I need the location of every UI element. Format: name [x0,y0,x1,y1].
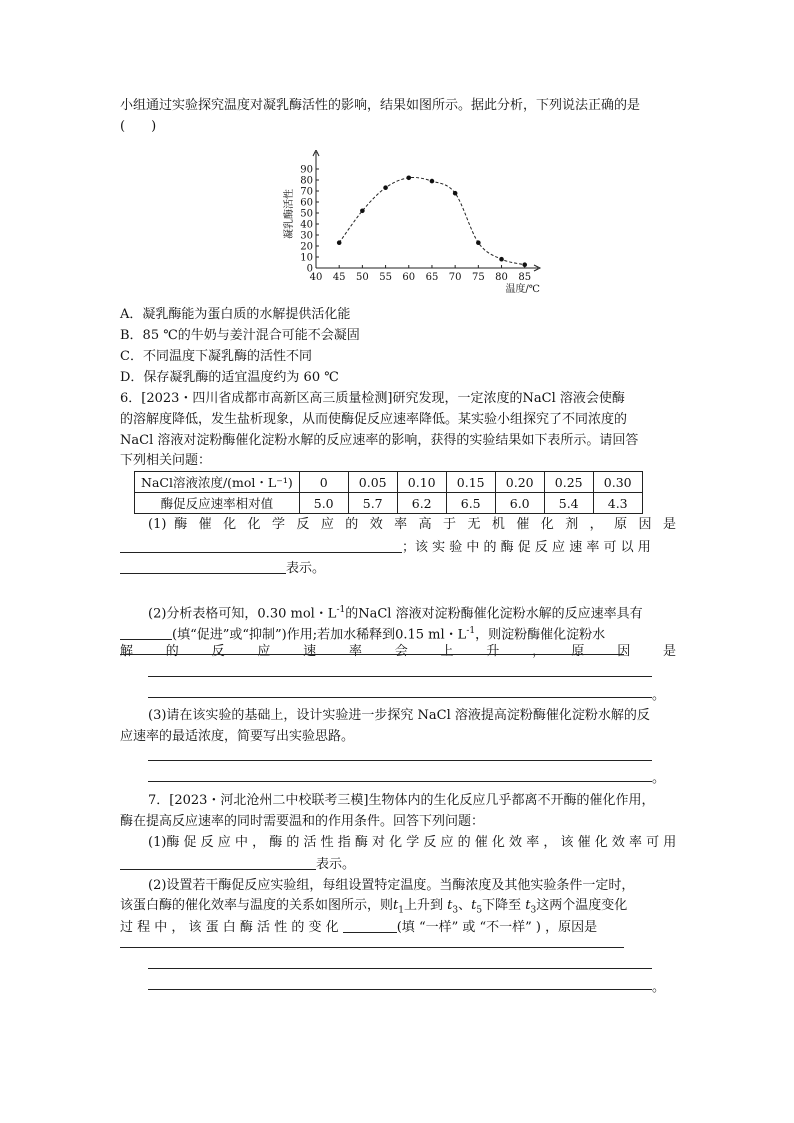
q7-2-line2 [120,897,676,920]
q6-2-line2-post: ，则淀粉酶催化淀粉水 [475,627,606,643]
table-cell: 4.3 [593,493,642,514]
x-tick-label: 40 [309,272,323,283]
answer-blank[interactable] [120,538,402,553]
subscript: 1 [398,905,404,916]
y-tick-label: 90 [300,164,313,176]
answer-line[interactable] [148,989,652,990]
q7-intro-line1: 7．[2023・河北沧州二中校联考三模]生物体内的生化反应几乎都离不开酶的催化作用， [148,793,655,808]
q7-1-line2-text: 表示。 [316,857,356,872]
q7-2-line3-a: 过 程 中 ， 该 蛋 白 酶 活 性 的 变 化 [120,920,339,935]
q6-2-line1-pre: (2)分析表格可知，0.30 mol・L [148,606,337,622]
y-tick-label: 10 [300,252,313,264]
data-point [453,191,458,196]
answer-line[interactable] [120,947,624,948]
table-cell: 6.2 [397,493,446,514]
y-axis-label: 凝乳酶活性 [284,189,295,239]
q7-1-line2 [120,855,676,874]
subscript: 3 [530,905,537,916]
answer-line[interactable] [148,760,652,761]
data-point [406,176,411,181]
q6-1-line2 [120,538,676,557]
q6-3-line2: 应速率的最适浓度，简要写出实验思路。 [120,729,355,744]
data-point [522,262,527,267]
q7-2-line2-a: 该蛋白酶的催化效率与温度的关系如图所示，则 [120,898,394,913]
table-cell: 0.30 [593,472,642,493]
table-cell: 6.5 [446,493,495,514]
data-point [360,209,365,214]
data-point [337,240,342,245]
y-tick-label: 40 [300,219,313,231]
superscript: -1 [466,626,476,636]
q7-intro-line2: 酶在提高反应速率的同时需要温和的作用条件。回答下列问题： [120,814,485,829]
x-tick-label: 70 [448,272,462,283]
q7-2-line3 [120,918,676,937]
answer-blank[interactable] [343,918,397,933]
answer-blank[interactable] [120,625,172,640]
question5-stem: 小组通过实验探究温度对凝乳酶活性的影响，结果如图所示。据此分析，下列说法正确的是 [120,98,641,113]
question5-answer-paren: ( ) [120,119,157,134]
q6-intro-line2: 的溶解度降低，发生盐析现象，从而使酶促反应速率降低。某实验小组探究了不同浓度的 [120,412,628,427]
q6-2-line3: 解 的 反 应 速 率 会 上 升 ， 原 因 是 [120,644,676,659]
comma: 、 [458,898,472,913]
table-cell: 0.15 [446,472,495,493]
table-row-concentration [135,472,643,493]
enzyme-activity-chart [276,150,546,295]
y-tick-label: 50 [300,208,313,220]
y-tick-label: 70 [300,186,313,198]
q6-1-line3 [120,559,676,578]
answer-line[interactable] [148,697,652,698]
x-tick-label: 75 [471,272,485,283]
table-cell: 5.0 [299,493,348,514]
q6-1-line3-text: 表示。 [286,561,326,576]
answer-line[interactable] [120,654,624,655]
x-tick-label: 50 [356,272,369,283]
activity-curve [339,177,525,264]
x-axis-label: 温度/℃ [505,284,540,295]
x-tick-label: 45 [332,272,346,283]
chart-root [282,150,540,295]
subscript: 5 [476,905,483,916]
x-tick-label: 85 [518,272,532,283]
x-tick-label: 65 [425,272,439,283]
answer-line[interactable] [148,676,652,677]
data-point [499,257,504,262]
t-var: t [447,898,453,913]
option-c: C．不同温度下凝乳酶的活性不同 [120,349,312,364]
answer-blank[interactable] [120,855,316,870]
data-point [430,179,435,184]
q6-2-line2-mid: (填“促进”或“抑制”)作用;若加水稀释到0.15 ml・L [172,627,467,643]
t-var: t [471,898,477,913]
table-cell: 0.25 [544,472,593,493]
x-tick-label: 55 [379,272,392,283]
table-cell: 5.7 [348,493,397,514]
q7-1-line1: (1)酶 促 反 应 中 ， 酶 的 活 性 指 酶 对 化 学 反 应 的 催 化 效 率 ， 该 催 化 效 率 可 用 [148,835,677,850]
q6-2-line1-post: 的NaCl 溶液对淀粉酶催化淀粉水解的反应速率具有 [345,606,643,622]
t-var: t [525,898,531,913]
q7-2-line1: (2)设置若干酶促反应实验组，每组设置特定温度。当酶浓度及其他实验条件一定时， [148,878,635,893]
q6-1-line1: (1) 酶 催 化 化 学 反 应 的 效 率 高 于 无 机 催 化 剂 ， 原 因 是 [148,517,676,532]
x-tick-label: 60 [402,272,416,283]
table-row-rate [135,493,643,514]
q6-2-line1 [148,601,676,623]
q6-intro-line4: 下列相关问题： [120,453,212,468]
answer-line[interactable] [148,781,652,782]
y-tick-label: 30 [300,230,313,242]
subscript: 3 [452,905,459,916]
y-tick-label: 60 [300,197,313,209]
option-a: A．凝乳酶能为蛋白质的水解提供活化能 [120,307,351,322]
data-point [476,240,481,245]
option-b: B．85 ℃的牛奶与姜汁混合可能不会凝固 [120,328,360,343]
answer-line[interactable] [148,968,652,969]
period: 。 [652,980,666,995]
t-var: t [393,898,399,913]
q6-2-line2 [120,622,676,644]
y-tick-label: 20 [300,241,313,253]
q7-2-line2-b: 上升到 [403,898,443,913]
table-cell: 0 [299,472,348,493]
q6-intro-line3: NaCl 溶液对淀粉酶催化淀粉水解的反应速率的影响，获得的实验结果如下表所示。请回答 [120,433,639,448]
table-cell: 0.20 [495,472,544,493]
q6-intro-line1: 6．[2023・四川省成都市高新区高三质量检测]研究发现，一定浓度的NaCl 溶液会使酶 [120,391,625,406]
q7-2-line3-b: (填 “一样” 或 “不一样” ) ，原因是 [396,920,598,935]
period: 。 [652,688,666,703]
period: 。 [652,771,666,786]
y-tick-label: 80 [300,175,313,187]
data-point [383,185,388,190]
y-tick-label: 0 [306,263,313,275]
answer-blank[interactable] [120,559,286,574]
table-cell: 5.4 [544,493,593,514]
table-cell: 0.05 [348,472,397,493]
nacl-rate-table [134,471,643,514]
x-tick-label: 80 [495,272,508,283]
table-row2-label: 酶促反应速率相对值 [135,493,300,514]
superscript: -1 [336,605,346,615]
table-row1-label: NaCl溶液浓度/(mol・L⁻¹) [135,472,300,493]
table-cell: 6.0 [495,493,544,514]
q6-3-line1: (3)请在该实验的基础上，设计实验进一步探究 NaCl 溶液提高淀粉酶催化淀粉水解的反 [148,708,650,723]
q6-1-line2-text: ；该 实 验 中 的 酶 促 反 应 速 率 可 以 用 [402,540,651,555]
q7-2-line2-d: 这两个温度变化 [536,898,628,913]
option-d: D．保存凝乳酶的适宜温度约为 60 ℃ [120,370,339,385]
table-cell: 0.10 [397,472,446,493]
q7-2-line2-c: 下降至 [482,898,522,913]
